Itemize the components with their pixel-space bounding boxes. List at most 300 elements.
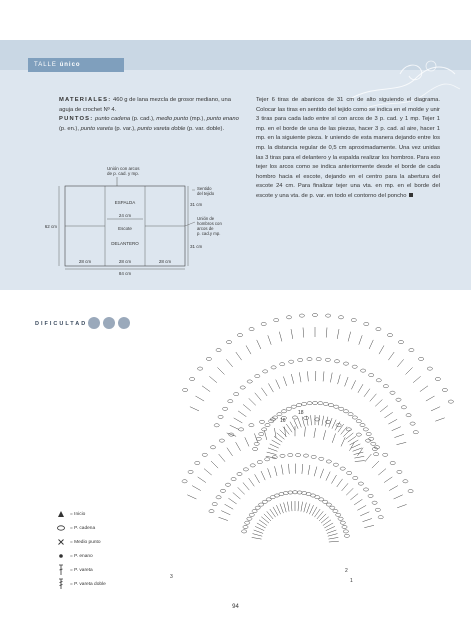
treble-stitch-mark bbox=[298, 501, 299, 511]
chain-stitch-mark bbox=[311, 455, 316, 458]
treble-stitch-mark bbox=[238, 411, 246, 417]
end-square-icon bbox=[409, 193, 413, 197]
chain-stitch-mark bbox=[206, 357, 211, 360]
treble-stitch-mark bbox=[280, 504, 283, 513]
treble-stitch-mark bbox=[314, 428, 316, 438]
treble-stitch-mark bbox=[253, 534, 263, 537]
chain-stitch-mark bbox=[243, 468, 248, 471]
chain-stitch-mark bbox=[343, 530, 348, 533]
chain-stitch-mark bbox=[376, 328, 381, 331]
materials-label: MATERIALES: bbox=[59, 97, 112, 103]
treble-stitch-mark bbox=[291, 374, 294, 384]
treble-stitch-mark bbox=[249, 478, 255, 486]
chain-stitch-mark bbox=[344, 534, 349, 537]
chain-stitch-mark bbox=[338, 517, 343, 520]
chain-stitch-mark bbox=[239, 428, 244, 431]
stitch-name: punto vareta bbox=[80, 125, 113, 132]
treble-stitch-mark bbox=[268, 468, 271, 478]
chain-stitch-mark bbox=[237, 472, 242, 475]
treble-stitch-mark bbox=[431, 407, 440, 411]
chain-stitch-mark bbox=[406, 414, 411, 417]
treble-stitch-mark bbox=[305, 427, 306, 437]
chain-stitch-mark bbox=[398, 341, 403, 344]
treble-stitch-mark bbox=[388, 419, 397, 424]
chain-stitch-mark bbox=[353, 476, 358, 479]
chain-stitch-mark bbox=[340, 521, 345, 524]
chain-stitch-mark bbox=[291, 405, 296, 408]
legend-item bbox=[55, 521, 125, 535]
chain-stitch-mark bbox=[448, 400, 453, 403]
treble-stitch-mark bbox=[255, 474, 260, 483]
chain-stitch-mark bbox=[333, 463, 338, 466]
chain-stitch-mark bbox=[351, 319, 356, 322]
treble-stitch-mark bbox=[268, 448, 277, 451]
chain-stitch-mark bbox=[210, 446, 215, 449]
treble-stitch-mark bbox=[394, 495, 403, 499]
chain-stitch-mark bbox=[252, 510, 257, 513]
treble-stitch-mark bbox=[341, 437, 345, 446]
chain-stitch-mark bbox=[390, 391, 395, 394]
chain-stitch-mark bbox=[296, 453, 301, 456]
instructions-text: Tejer 6 tiras de abanicos de 31 cm de alto siguiendo el diagrama. Colocar las tiras en sentido del tejido como se indica en el molde y unir 3 tiras para cada lado entre sí con arcos de 3 p. cad. y 1 mp. Tejer 1 mp. en el borde de una de las piezas, hacer 3 p. cad. al aire, hacer 1 mp. en la siguiente pieza. Ir uniendo de esta manera dejando entre los mp. la distancia regular de 0,5 cm aproximadamente. Una vez unidas las 3 tiras para el delantero y la espalda realizar los hombros. Para eso tejer los arcos como se indica anteriormente desde el borde de cada hombro hacia el escote, dejando en el centro para la abertura del escote 24 cm. Para finalizar tejer una vta. en mp. en el borde del escote y una vta. de p. var. en todo el contorno del poncho bbox=[256, 97, 440, 199]
treble-stitch-mark bbox=[302, 464, 303, 474]
chain-stitch-mark bbox=[296, 404, 301, 407]
chain-stitch-mark bbox=[375, 508, 380, 511]
chain-stitch-mark bbox=[286, 407, 291, 410]
chain-stitch-mark bbox=[342, 525, 347, 528]
chain-stitch-mark bbox=[307, 402, 312, 405]
chain-stitch-mark bbox=[249, 328, 254, 331]
treble-stitch-mark bbox=[254, 530, 263, 533]
chain-stitch-mark bbox=[376, 379, 381, 382]
chain-stitch-mark bbox=[307, 358, 312, 361]
stitch-abbr: (p. var.), bbox=[114, 125, 136, 132]
chain-stitch-mark bbox=[318, 402, 323, 405]
treble-stitch-mark bbox=[290, 422, 295, 431]
espalda-label: ESPALDA bbox=[114, 200, 136, 205]
chain-stitch-mark bbox=[427, 367, 432, 370]
treble-stitch-mark bbox=[348, 436, 356, 442]
size-tab bbox=[28, 58, 124, 72]
chain-stitch-mark bbox=[253, 447, 258, 450]
treble-stitch-mark bbox=[350, 494, 358, 500]
treble-stitch-mark bbox=[332, 433, 335, 442]
treble-stitch-mark bbox=[270, 444, 279, 448]
treble-stitch-mark bbox=[329, 541, 339, 542]
chain-stitch-mark bbox=[212, 503, 217, 506]
chain-stitch-mark bbox=[336, 513, 341, 516]
treble-stitch-mark bbox=[392, 427, 401, 431]
chain-stitch-mark bbox=[419, 357, 424, 360]
treble-stitch-mark bbox=[287, 502, 289, 512]
treble-stitch-mark bbox=[435, 418, 444, 421]
treble-stitch-mark bbox=[331, 475, 336, 484]
chain-stitch-mark bbox=[247, 380, 252, 383]
chain-stitch-mark bbox=[245, 521, 250, 524]
stitch-abbr: (p. en.), bbox=[59, 125, 79, 132]
chain-stitch-mark bbox=[220, 489, 225, 492]
chain-stitch-mark bbox=[263, 370, 268, 373]
chain-stitch-mark bbox=[259, 503, 264, 506]
treble-stitch-mark bbox=[309, 505, 313, 514]
treble-stitch-mark bbox=[384, 477, 392, 483]
x-stitch-icon bbox=[55, 536, 67, 548]
chain-stitch-mark bbox=[219, 439, 224, 442]
treble-stitch-mark bbox=[323, 371, 324, 381]
direction-label-2: del tejido bbox=[197, 191, 215, 196]
treble-stitch-mark bbox=[357, 448, 363, 456]
treble-stitch-mark bbox=[286, 424, 292, 432]
chain-stitch-mark bbox=[343, 410, 348, 413]
chain-stitch-mark bbox=[369, 437, 374, 440]
total-width-label: 84 cm bbox=[118, 271, 132, 276]
chain-stitch-mark bbox=[257, 461, 262, 464]
treble-stitch-mark bbox=[301, 502, 303, 512]
row-label-18: 18 bbox=[298, 410, 304, 416]
chain-stitch-mark bbox=[231, 478, 236, 481]
treble-stitch-mark bbox=[227, 448, 233, 456]
treble-stitch-mark bbox=[307, 504, 310, 513]
chain-stitch-mark bbox=[364, 322, 369, 325]
legend-item bbox=[55, 507, 125, 521]
legend-item bbox=[55, 549, 125, 563]
legend-label: = Inicio bbox=[70, 511, 86, 517]
instructions-block bbox=[256, 96, 440, 202]
chain-stitch-mark bbox=[319, 457, 324, 460]
chain-stitch-mark bbox=[271, 366, 276, 369]
strip-width-label: 28 cm bbox=[158, 259, 172, 264]
treble-stitch-mark bbox=[320, 469, 324, 478]
chain-stitch-mark bbox=[223, 407, 228, 410]
treble-stitch-mark bbox=[238, 487, 245, 494]
treble-icon bbox=[55, 564, 67, 576]
chain-stitch-mark bbox=[358, 482, 363, 485]
chain-stitch-mark bbox=[346, 428, 351, 431]
chain-stitch-mark bbox=[352, 416, 357, 419]
chain-stitch-mark bbox=[226, 341, 231, 344]
chain-stitch-mark bbox=[289, 360, 294, 363]
chain-stitch-mark bbox=[183, 388, 188, 391]
treble-stitch-mark bbox=[364, 525, 374, 527]
treble-stitch-mark bbox=[245, 437, 249, 446]
left-height-label: 62 cm bbox=[45, 224, 57, 229]
legend-label: = P. enano bbox=[70, 553, 93, 559]
treble-stitch-mark bbox=[325, 417, 328, 427]
treble-stitch-mark bbox=[268, 335, 271, 344]
chain-stitch-mark bbox=[249, 513, 254, 516]
chain-stitch-mark bbox=[333, 510, 338, 513]
chain-stitch-mark bbox=[334, 360, 339, 363]
treble-stitch-mark bbox=[284, 503, 287, 513]
chain-stitch-mark bbox=[347, 471, 352, 474]
chain-stitch-mark bbox=[372, 501, 377, 504]
chain-stitch-mark bbox=[198, 367, 203, 370]
chain-stitch-mark bbox=[274, 319, 279, 322]
poncho-schematic bbox=[45, 162, 245, 277]
legend-item bbox=[55, 577, 125, 591]
treble-stitch-mark bbox=[264, 430, 267, 440]
treble-stitch-mark bbox=[261, 471, 265, 480]
treble-stitch-mark bbox=[294, 420, 298, 429]
treble-stitch-mark bbox=[234, 418, 243, 423]
chain-stitch-mark bbox=[250, 464, 255, 467]
treble-stitch-mark bbox=[246, 346, 251, 355]
treble-stitch-mark bbox=[255, 526, 264, 530]
treble-stitch-mark bbox=[243, 483, 249, 491]
chain-stitch-mark bbox=[343, 362, 348, 365]
treble-stitch-mark bbox=[379, 346, 384, 355]
chain-stitch-mark bbox=[292, 416, 297, 419]
chain-oval-icon bbox=[55, 522, 67, 534]
treble-stitch-mark bbox=[354, 456, 364, 458]
treble-stitch-mark bbox=[274, 428, 276, 438]
chain-stitch-mark bbox=[403, 480, 408, 483]
chain-stitch-mark bbox=[304, 416, 309, 419]
strip-width-label: 28 cm bbox=[118, 259, 132, 264]
treble-stitch-mark bbox=[283, 377, 286, 386]
chain-stitch-mark bbox=[360, 424, 365, 427]
chain-stitch-mark bbox=[348, 413, 353, 416]
chain-stitch-mark bbox=[413, 431, 418, 434]
treble-stitch-mark bbox=[328, 534, 338, 537]
chain-stitch-mark bbox=[265, 424, 270, 427]
chain-stitch-mark bbox=[383, 453, 388, 456]
chain-stitch-mark bbox=[366, 432, 371, 435]
union-top-label-1: Unión con arcos bbox=[107, 166, 140, 171]
treble-stitch-mark bbox=[314, 467, 317, 477]
treble-stitch-mark bbox=[326, 472, 330, 481]
stitch-name: punto cadena bbox=[95, 116, 131, 123]
stitch-abbr: (mp.), bbox=[189, 116, 205, 123]
treble-stitch-mark bbox=[225, 504, 234, 509]
treble-stitch-mark bbox=[335, 422, 340, 431]
chain-stitch-mark bbox=[339, 407, 344, 410]
chain-stitch-mark bbox=[326, 314, 331, 317]
delantero-label: DELANTERO bbox=[111, 241, 139, 246]
treble-stitch-mark bbox=[397, 504, 406, 507]
treble-stitch-mark bbox=[308, 371, 309, 381]
stitch-abbr: (p. cad.), bbox=[131, 116, 155, 123]
treble-stitch-mark bbox=[388, 352, 394, 360]
treble-stitch-mark bbox=[308, 465, 310, 475]
chain-stitch-mark bbox=[435, 377, 440, 380]
chain-stitch-mark bbox=[378, 516, 383, 519]
chain-stitch-mark bbox=[259, 432, 264, 435]
legend-label: = P. cadena bbox=[70, 525, 96, 531]
chain-stitch-mark bbox=[302, 402, 307, 405]
treble-stitch-mark bbox=[322, 416, 324, 426]
chain-stitch-mark bbox=[369, 374, 374, 377]
chain-stitch-mark bbox=[383, 385, 388, 388]
chain-stitch-mark bbox=[242, 530, 247, 533]
treble-stitch-mark bbox=[219, 517, 228, 520]
chain-stitch-mark bbox=[190, 377, 195, 380]
chain-stitch-mark bbox=[288, 453, 293, 456]
chain-stitch-mark bbox=[312, 313, 317, 316]
chain-stitch-mark bbox=[338, 316, 343, 319]
treble-stitch-mark bbox=[426, 396, 435, 401]
chain-stitch-mark bbox=[366, 439, 371, 442]
treble-stitch-mark bbox=[209, 376, 217, 382]
chain-stitch-mark bbox=[390, 461, 395, 464]
chain-stitch-mark bbox=[265, 458, 270, 461]
treble-stitch-mark bbox=[329, 537, 339, 539]
shoulder-union-label-3: arcos de bbox=[197, 226, 214, 231]
treble-stitch-mark bbox=[281, 465, 283, 475]
materials-block bbox=[59, 96, 239, 134]
chain-stitch-mark bbox=[254, 442, 259, 445]
chain-stitch-mark bbox=[247, 517, 252, 520]
legend-label: = P. vareta doble bbox=[70, 581, 106, 587]
treble-stitch-mark bbox=[355, 461, 365, 462]
legend-label: = P. vareta bbox=[70, 567, 93, 573]
treble-stitch-mark bbox=[279, 332, 282, 342]
treble-stitch-mark bbox=[227, 433, 236, 436]
chain-stitch-mark bbox=[202, 453, 207, 456]
chain-stitch-mark bbox=[209, 510, 214, 513]
chain-stitch-mark bbox=[325, 358, 330, 361]
legend-item bbox=[55, 563, 125, 577]
treble-stitch-mark bbox=[204, 469, 212, 476]
treble-stitch-mark bbox=[338, 424, 344, 432]
chain-stitch-mark bbox=[323, 500, 328, 503]
treble-stitch-mark bbox=[378, 469, 386, 476]
treble-stitch-mark bbox=[276, 505, 280, 514]
treble-stitch-mark bbox=[257, 340, 261, 349]
treble-stitch-mark bbox=[342, 483, 349, 491]
double-treble-icon bbox=[55, 578, 67, 590]
treble-stitch-mark bbox=[298, 418, 301, 427]
treble-stitch-mark bbox=[219, 454, 226, 462]
treble-stitch-mark bbox=[397, 359, 403, 367]
shoulder-union-label-1: Unión de bbox=[197, 216, 215, 221]
dot-icon bbox=[55, 550, 67, 562]
chain-stitch-mark bbox=[182, 480, 187, 483]
chain-stitch-mark bbox=[323, 402, 328, 405]
chain-stitch-mark bbox=[368, 494, 373, 497]
treble-stitch-mark bbox=[243, 404, 251, 411]
shoulder-union-label-2: hombros con bbox=[197, 221, 222, 226]
treble-stitch-mark bbox=[291, 501, 292, 511]
treble-stitch-mark bbox=[196, 396, 205, 401]
treble-stitch-mark bbox=[359, 335, 362, 344]
treble-stitch-mark bbox=[254, 433, 257, 442]
treble-stitch-mark bbox=[389, 486, 398, 491]
chain-stitch-mark bbox=[299, 314, 304, 317]
right-top-height-label: 31 cm bbox=[190, 202, 203, 207]
chain-stitch-mark bbox=[340, 467, 345, 470]
chain-stitch-mark bbox=[216, 496, 221, 499]
treble-stitch-mark bbox=[346, 488, 353, 495]
chain-stitch-mark bbox=[326, 460, 331, 463]
treble-stitch-mark bbox=[369, 340, 373, 349]
chain-stitch-mark bbox=[243, 525, 248, 528]
chain-stitch-mark bbox=[195, 461, 200, 464]
treble-stitch-mark bbox=[363, 519, 372, 522]
chain-stitch-mark bbox=[396, 398, 401, 401]
chain-stitch-mark bbox=[298, 358, 303, 361]
treble-stitch-mark bbox=[211, 461, 218, 468]
chain-stitch-mark bbox=[409, 349, 414, 352]
treble-stitch-mark bbox=[233, 493, 241, 500]
treble-stitch-mark bbox=[226, 359, 232, 367]
chain-stitch-mark bbox=[316, 358, 321, 361]
treble-stitch-mark bbox=[351, 380, 355, 389]
chain-stitch-mark bbox=[255, 506, 260, 509]
treble-stitch-mark bbox=[364, 389, 370, 397]
chain-stitch-mark bbox=[261, 322, 266, 325]
treble-stitch-mark bbox=[304, 503, 307, 513]
treble-stitch-mark bbox=[394, 434, 404, 437]
treble-stitch-mark bbox=[370, 394, 377, 402]
stitch-name: medio punto bbox=[156, 116, 189, 123]
treble-stitch-mark bbox=[341, 427, 347, 435]
chain-stitch-mark bbox=[330, 506, 335, 509]
legend-label: = Medio punto bbox=[70, 539, 101, 545]
treble-stitch-mark bbox=[299, 372, 301, 382]
chain-stitch-mark bbox=[374, 453, 379, 456]
treble-stitch-mark bbox=[221, 511, 230, 515]
row-label-2: 2 bbox=[345, 568, 348, 574]
crochet-diagram bbox=[110, 310, 470, 600]
chain-stitch-mark bbox=[328, 404, 333, 407]
chain-stitch-mark bbox=[326, 503, 331, 506]
treble-stitch-mark bbox=[357, 505, 366, 510]
shoulder-union-label-4: p. cad.y mp. bbox=[197, 231, 221, 236]
chain-stitch-mark bbox=[356, 433, 361, 436]
treble-stitch-mark bbox=[187, 495, 196, 499]
treble-stitch-mark bbox=[230, 425, 239, 429]
treble-stitch-mark bbox=[291, 329, 293, 339]
chain-stitch-mark bbox=[218, 415, 223, 418]
chain-stitch-mark bbox=[397, 470, 402, 473]
chain-stitch-mark bbox=[361, 369, 366, 372]
treble-stitch-mark bbox=[217, 367, 224, 374]
treble-stitch-mark bbox=[351, 444, 360, 448]
chain-stitch-mark bbox=[259, 420, 264, 423]
treble-stitch-mark bbox=[202, 386, 210, 392]
treble-stitch-mark bbox=[326, 526, 335, 530]
treble-stitch-mark bbox=[354, 499, 362, 505]
treble-stitch-mark bbox=[249, 398, 256, 405]
chain-stitch-mark bbox=[277, 413, 282, 416]
chain-stitch-mark bbox=[356, 420, 361, 423]
treble-stitch-mark bbox=[306, 416, 308, 426]
treble-stitch-mark bbox=[236, 442, 241, 451]
treble-stitch-mark bbox=[337, 479, 343, 487]
chain-stitch-mark bbox=[363, 488, 368, 491]
escote-width-label: 24 cm bbox=[118, 213, 132, 218]
treble-stitch-mark bbox=[365, 454, 372, 462]
difficulty-label: DIFICULTAD bbox=[35, 321, 88, 327]
treble-stitch-mark bbox=[274, 436, 282, 442]
treble-stitch-mark bbox=[272, 440, 281, 445]
treble-stitch-mark bbox=[375, 400, 382, 407]
treble-stitch-mark bbox=[348, 332, 351, 342]
chain-stitch-mark bbox=[188, 470, 193, 473]
treble-stitch-mark bbox=[289, 464, 290, 474]
chain-stitch-mark bbox=[225, 483, 230, 486]
treble-stitch-mark bbox=[330, 373, 332, 383]
stitch-name: punto enano bbox=[206, 116, 239, 123]
treble-stitch-mark bbox=[268, 383, 273, 392]
chain-stitch-mark bbox=[334, 405, 339, 408]
stitches-label: PUNTOS: bbox=[59, 116, 94, 123]
chain-stitch-mark bbox=[214, 424, 219, 427]
legend bbox=[55, 507, 125, 591]
chain-stitch-mark bbox=[325, 420, 330, 423]
size-tab-prefix: TALLE bbox=[34, 62, 57, 68]
